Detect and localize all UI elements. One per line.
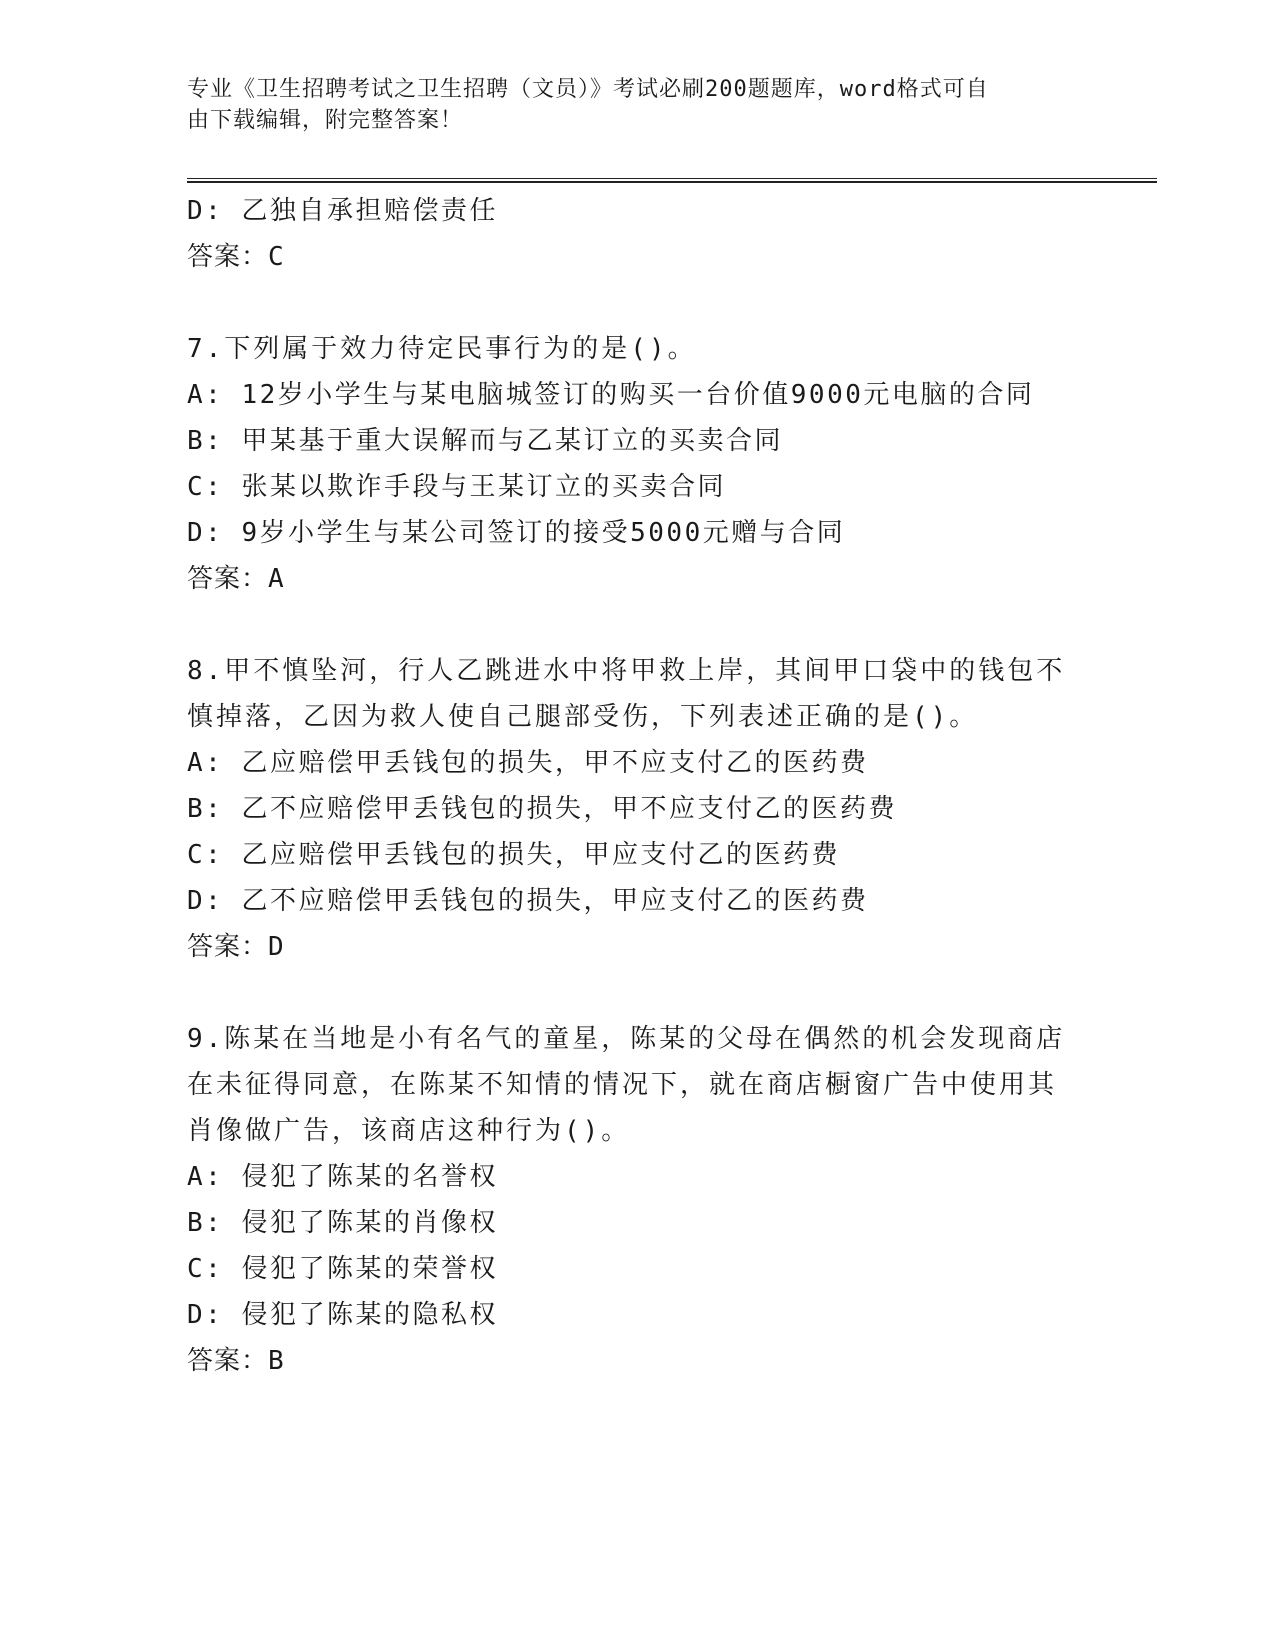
question-gap: [187, 970, 1087, 1016]
option-d: D: 侵犯了陈某的隐私权: [187, 1300, 498, 1330]
option-d: D: 乙不应赔偿甲丢钱包的损失，甲应支付乙的医药费: [187, 886, 869, 916]
answer-line: 答案：D: [187, 932, 285, 962]
option-b: B: 甲某基于重大误解而与乙某订立的买卖合同: [187, 426, 783, 456]
answer-line: 答案：A: [187, 564, 285, 594]
question-stem: 在未征得同意，在陈某不知情的情况下，就在商店橱窗广告中使用其: [187, 1070, 1058, 1100]
question-stem: 9.陈某在当地是小有名气的童星，陈某的父母在偶然的机会发现商店: [187, 1024, 1066, 1054]
question-stem: 慎掉落，乙因为救人使自己腿部受伤，下列表述正确的是()。: [187, 702, 979, 732]
option-a: A: 乙应赔偿甲丢钱包的损失，甲不应支付乙的医药费: [187, 748, 869, 778]
option-c: C: 张某以欺诈手段与王某订立的买卖合同: [187, 472, 726, 502]
document-body: [187, 188, 1087, 1384]
question-block-9: [187, 1016, 1087, 1384]
option-d: D: 9岁小学生与某公司签订的接受5000元赠与合同: [187, 518, 846, 548]
header-line-2: 由下载编辑，附完整答案！: [187, 108, 464, 133]
option-b: B: 侵犯了陈某的肖像权: [187, 1208, 498, 1238]
option-a: A: 12岁小学生与某电脑城签订的购买一台价值9000元电脑的合同: [187, 380, 1035, 410]
document-header: [187, 74, 1067, 136]
option-c: C: 乙应赔偿甲丢钱包的损失，甲应支付乙的医药费: [187, 840, 840, 870]
header-line-1: 专业《卫生招聘考试之卫生招聘（文员）》考试必刷200题题库，word格式可自: [187, 77, 989, 102]
question-stem: 肖像做广告，该商店这种行为()。: [187, 1116, 631, 1146]
option-d: D: 乙独自承担赔偿责任: [187, 196, 498, 226]
question-block-8: [187, 648, 1087, 970]
question-gap: [187, 280, 1087, 326]
option-a: A: 侵犯了陈某的名誉权: [187, 1162, 498, 1192]
answer-line: 答案：C: [187, 242, 285, 272]
question-block-7: [187, 326, 1087, 602]
question-gap: [187, 602, 1087, 648]
question-stem: 7.下列属于效力待定民事行为的是()。: [187, 334, 697, 364]
header-divider: [187, 178, 1157, 183]
option-b: B: 乙不应赔偿甲丢钱包的损失，甲不应支付乙的医药费: [187, 794, 897, 824]
answer-line: 答案：B: [187, 1346, 285, 1376]
question-stem: 8.甲不慎坠河，行人乙跳进水中将甲救上岸，其间甲口袋中的钱包不: [187, 656, 1066, 686]
option-c: C: 侵犯了陈某的荣誉权: [187, 1254, 498, 1284]
